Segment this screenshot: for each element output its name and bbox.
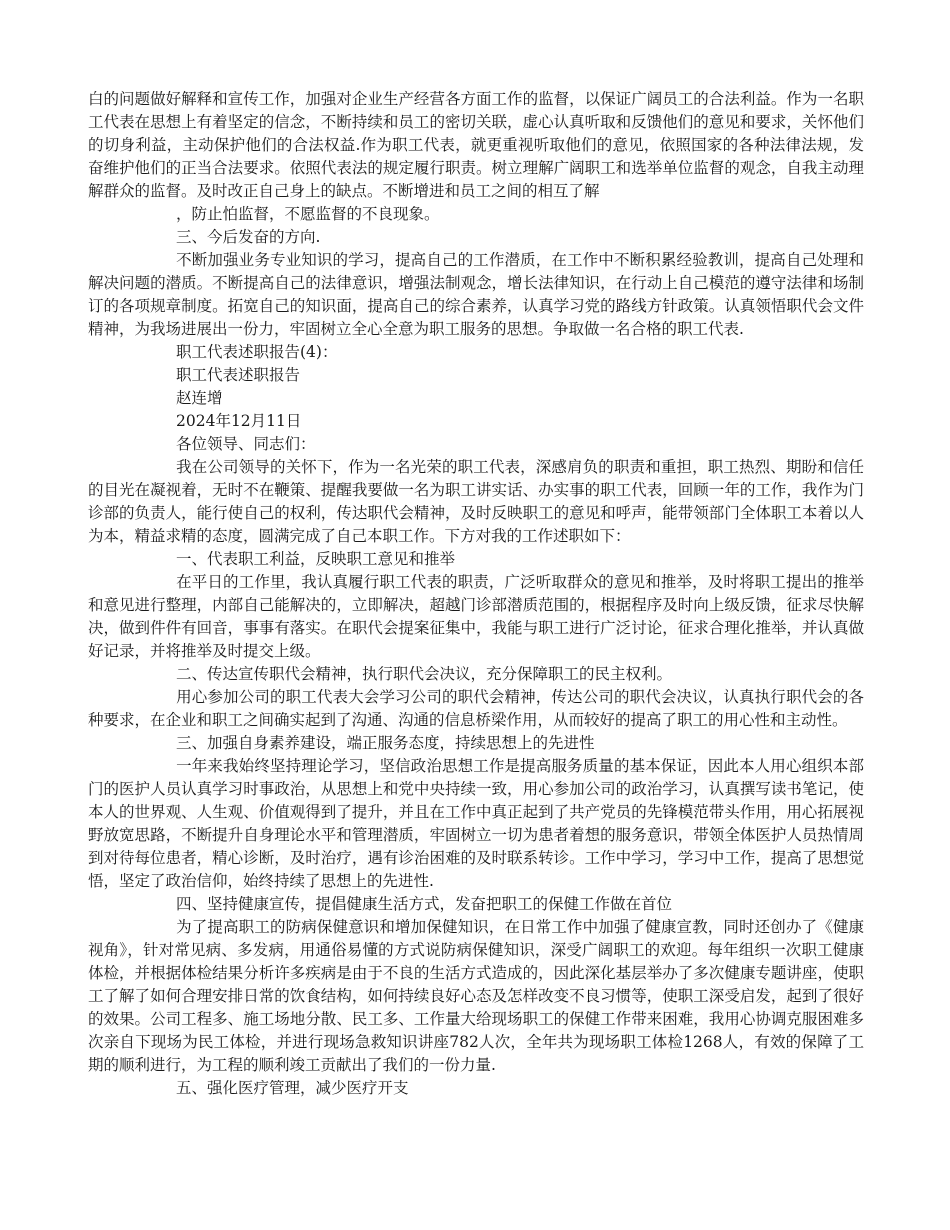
document-page [88,88,864,1100]
paragraph [88,755,864,893]
section-heading: 一、代表职工利益，反映职工意见和推举 [176,550,456,568]
paragraph [88,571,864,663]
paragraph [88,686,864,732]
report-heading: 职工代表述职报告(4)： [176,343,338,361]
paragraph [88,916,864,1077]
report-title: 职工代表述职报告 [176,366,301,384]
paragraph [88,456,864,548]
section-heading: 三、加强自身素养建设，端正服务态度，持续思想上的先进性 [176,734,595,752]
paragraph-text: 我在公司领导的关怀下，作为一名光荣的职工代表，深感肩负的职责和重担，职工热烈、期盼和信任的目光在凝视着，无时不在鞭策、提醒我要做一名为职工讲实话、办实事的职工代表，回顾一年的工作，我作为门诊部的负责人，能行使自己的权利，传达职代会精神，及时反映职工的意见和呼声，能带领部门全体职工本着以人为本，精益求精的态度，圆满完成了自己本职工作。下方对我的工作述职如下： [88,458,864,545]
paragraph-text: 用心参加公司的职工代表大会学习公司的职代会精神，传达公司的职代会决议，认真执行职代会的各种要求，在企业和职工之间确实起到了沟通、沟通的信息桥梁作用，从而较好的提高了职工的用心性和主动性。 [88,688,864,729]
paragraph: ，防止怕监督，不愿监督的不良现象。 [176,205,440,223]
salutation: 各位领导、同志们： [176,435,316,453]
section-heading: 二、传达宣传职代会精神，执行职代会决议，充分保障职工的民主权利。 [176,665,673,683]
section-heading: 五、强化医疗管理，减少医疗开支 [176,1079,409,1097]
paragraph-text: 一年来我始终坚持理论学习，坚信政治思想工作是提高服务质量的基本保证，因此本人用心组织本部门的医护人员认真学习时事政治，从思想上和党中央持续一致，用心参加公司的政治学习，认真撰写读书笔记，使本人的世界观、人生观、价值观得到了提升，并且在工作中真正起到了共产党员的先锋模范带头作用，用心拓展视野放宽思路，不断提升自身理论水平和管理潜质，牢固树立一切为患者着想的服务意识，带领全体医护人员热情周到对待每位患者，精心诊断，及时治疗，遇有诊治困难的及时联系转诊。工作中学习，学习中工作，提高了思想觉悟，坚定了政治信仰，始终持续了思想上的先进性. [88,757,864,890]
paragraph-text: 不断加强业务专业知识的学习，提高自己的工作潜质，在工作中不断积累经验教训，提高自己处理和解决问题的潜质。不断提高自己的法律意识，增强法制观念，增长法律知识，在行动上自己模范的遵守法律和场制订的各项规章制度。拓宽自己的知识面，提高自己的综合素养，认真学习党的路线方针政策。认真领悟职代会文件精神，为我场进展出一份力，牢固树立全心全意为职工服务的思想。争取做一名合格的职工代表. [88,251,864,338]
section-heading: 四、坚持健康宣传，提倡健康生活方式，发奋把职工的保健工作做在首位 [176,895,673,913]
section-heading: 三、今后发奋的方向. [176,228,321,246]
paragraph-text: 为了提高职工的防病保健意识和增加保健知识，在日常工作中加强了健康宣教，同时还创办了《健康视角》，针对常见病、多发病，用通俗易懂的方式说防病保健知识，深受广阔职工的欢迎。每年组织一次职工健康体检，并根据体检结果分析许多疾病是由于不良的生活方式造成的，因此深化基层举办了多次健康专题讲座，使职工了解了如何合理安排日常的饮食结构，如何持续良好心态及怎样改变不良习惯等，使职工深受启发，起到了很好的效果。公司工程多、施工场地分散、民工多、工作量大给现场职工的保健工作带来困难，我用心协调克服困难多次亲自下现场为民工体检，并进行现场急救知识讲座782人次，全年共为现场职工体检1268人，有效的保障了工期的顺利进行，为工程的顺利竣工贡献出了我们的一份力量. [88,918,864,1074]
paragraph [88,249,864,341]
report-date: 2024年12月11日 [176,412,302,430]
paragraph-text: 在平日的工作里，我认真履行职工代表的职责，广泛听取群众的意见和推举，及时将职工提出的推举和意见进行整理，内部自己能解决的，立即解决，超越门诊部潜质范围的，根据程序及时向上级反馈，征求尽快解决，做到件件有回音，事事有落实。在职代会提案征集中，我能与职工进行广泛讨论，征求合理化推举，并认真做好记录，并将推举及时提交上级。 [88,573,864,660]
author-name: 赵连增 [176,389,223,407]
paragraph: 白的问题做好解释和宣传工作，加强对企业生产经营各方面工作的监督，以保证广阔员工的合法利益。作为一名职工代表在思想上有着坚定的信念，不断持续和员工的密切关联，虚心认真听取和反馈他们的意见和要求，关怀他们的切身利益，主动保护他们的合法权益.作为职工代表，就更重视听取他们的意见，依照国家的各种法律法规，发奋维护他们的正当合法要求。依照代表法的规定履行职责。树立理解广阔职工和选举单位监督的观念，自我主动理解群众的监督。及时改正自己身上的缺点。不断增进和员工之间的相互了解 [88,90,864,200]
